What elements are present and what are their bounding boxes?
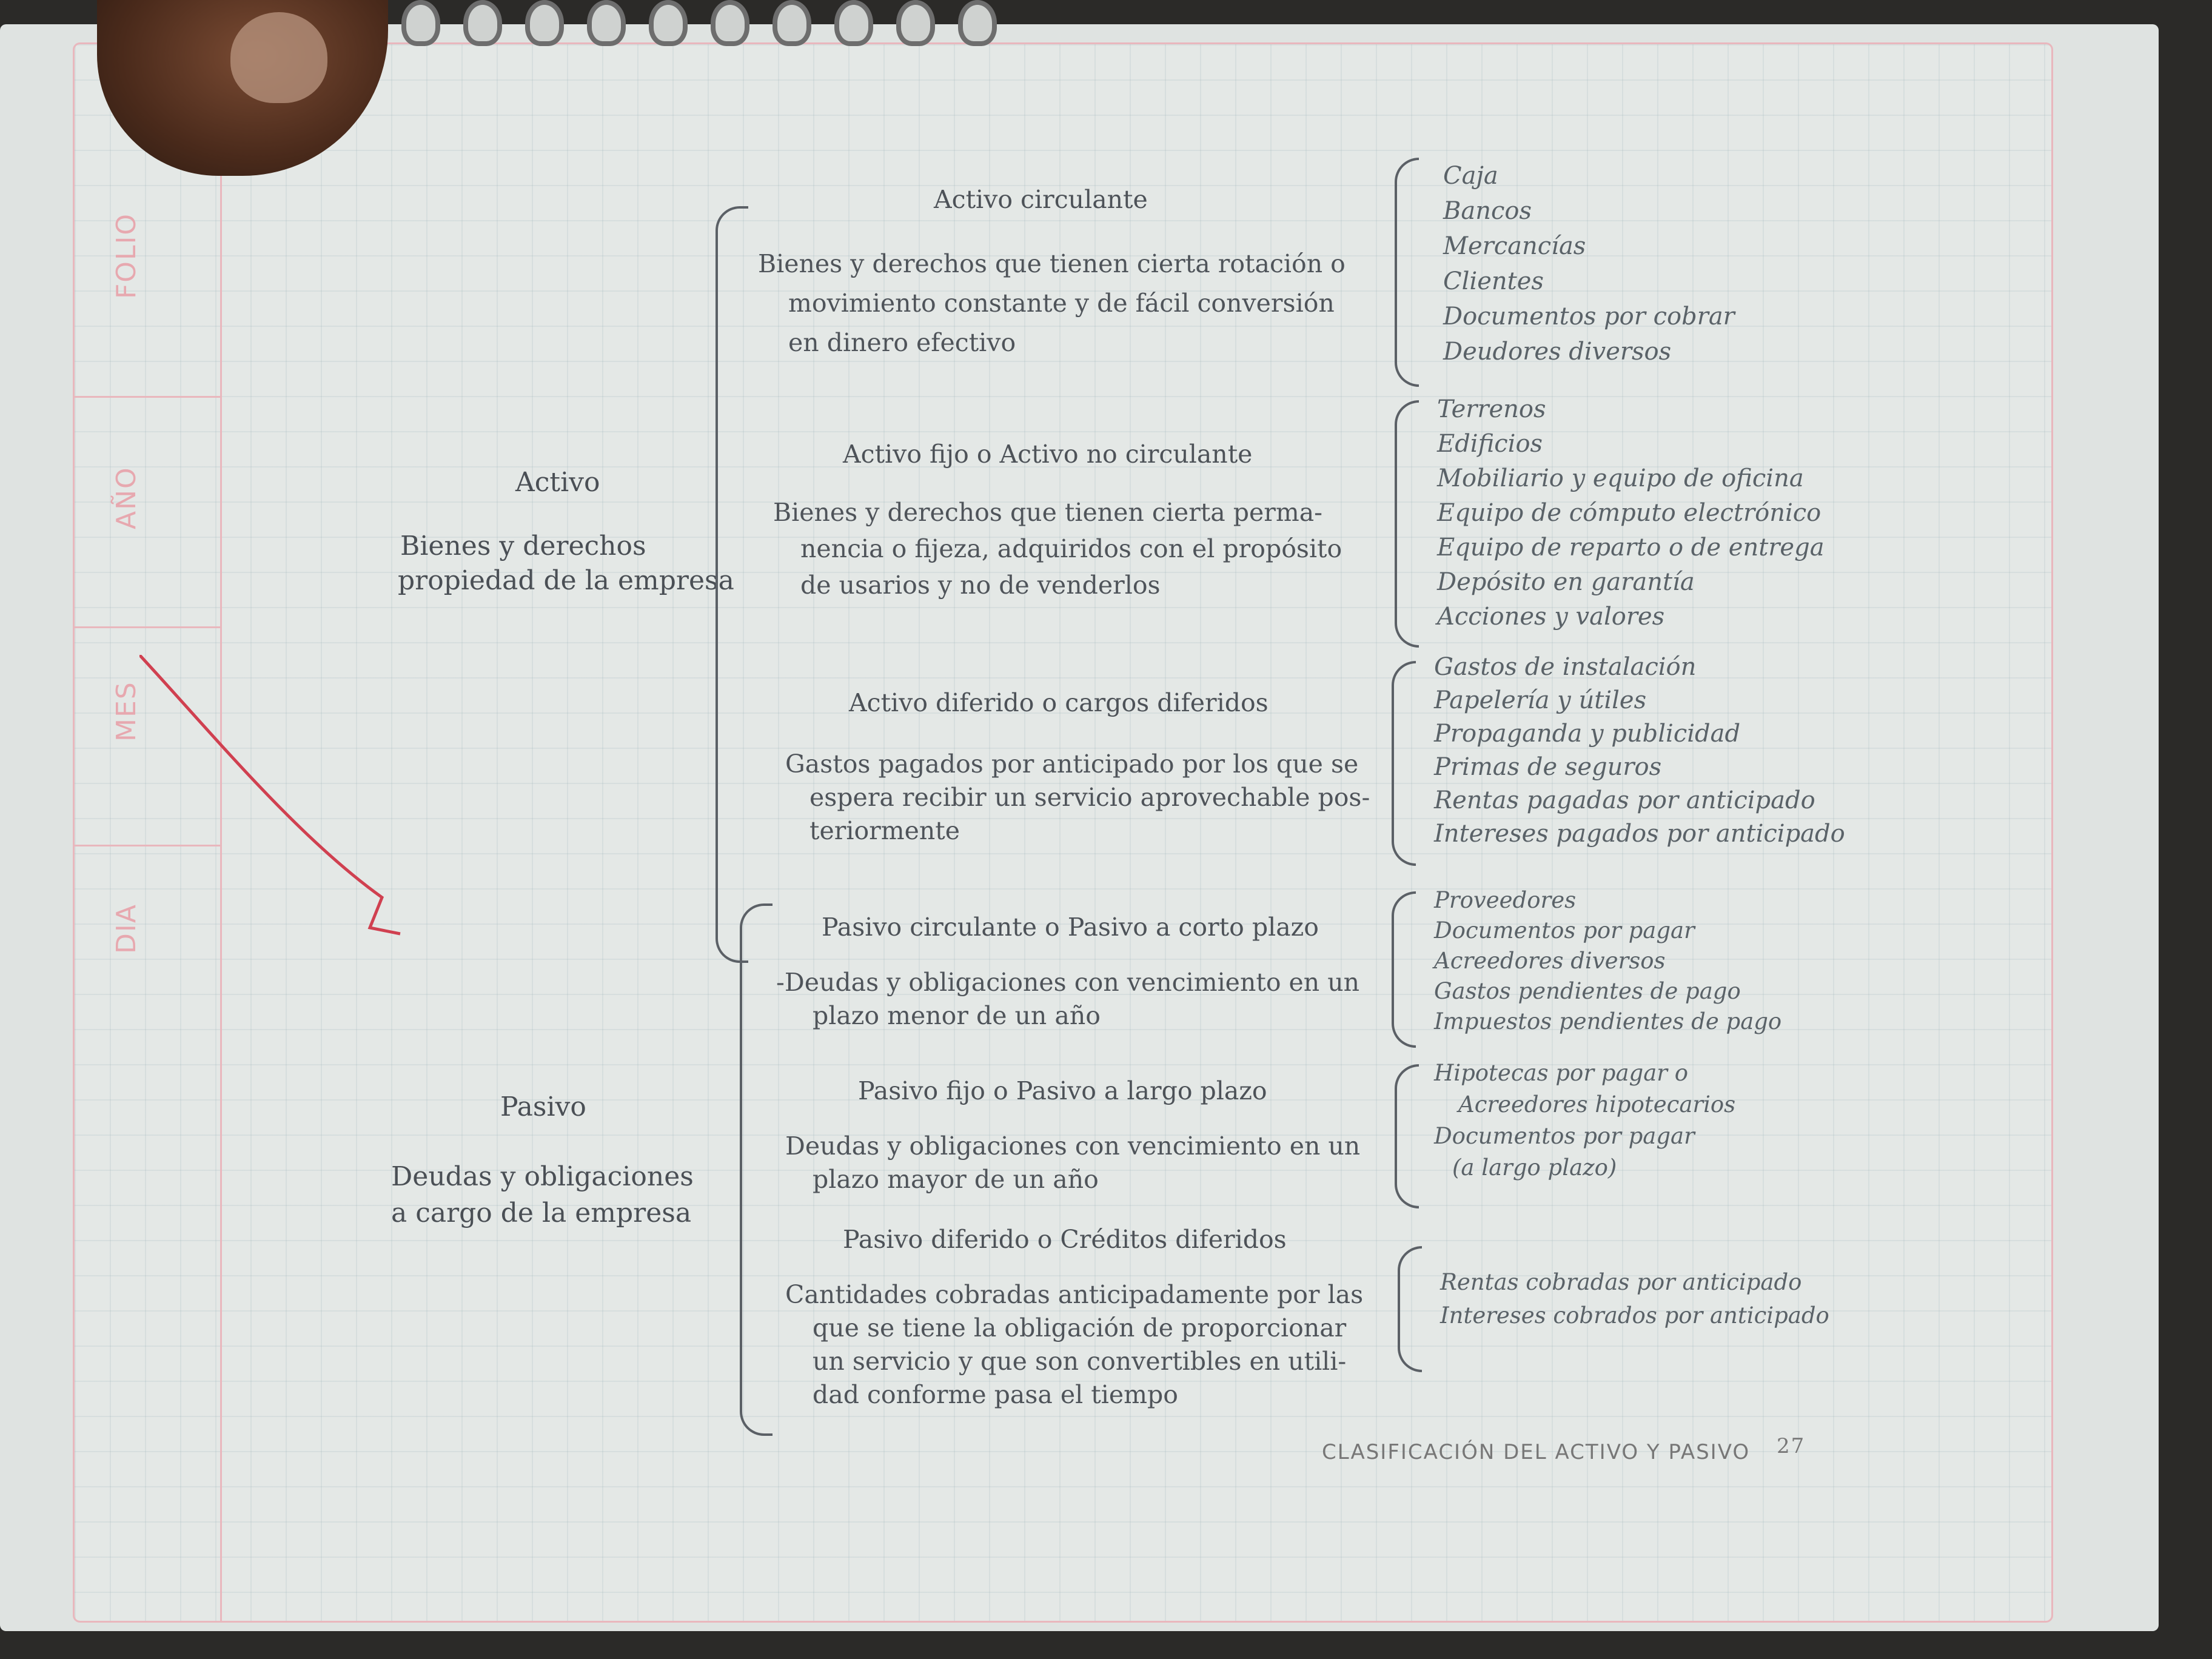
account-item: Papelería y útiles [1434, 686, 1647, 714]
section-desc-line: -Deudas y obligaciones con vencimiento en un [776, 968, 1360, 997]
section-desc-line: en dinero efectivo [788, 328, 1016, 357]
account-item: Deudores diversos [1443, 338, 1672, 366]
account-item: Terrenos [1437, 395, 1546, 423]
pasivo-desc-1: Deudas y obligaciones [391, 1161, 694, 1192]
account-item: Mobiliario y equipo de oficina [1437, 464, 1804, 492]
account-item: Acreedores hipotecarios [1458, 1091, 1736, 1118]
section-desc-line: nencia o fijeza, adquiridos con el propósito [800, 534, 1342, 563]
accounts-brace [1395, 158, 1419, 387]
pasivo-desc-2: a cargo de la empresa [391, 1198, 692, 1228]
footer-section-title: CLASIFICACIÓN DEL ACTIVO Y PASIVO [1322, 1440, 1751, 1464]
accounts-brace [1392, 661, 1416, 866]
section-title: Pasivo fijo o Pasivo a largo plazo [858, 1076, 1267, 1105]
section-desc-line: de usarios y no de venderlos [800, 571, 1161, 600]
accounts-brace [1398, 1246, 1422, 1372]
section-title: Activo circulante [934, 185, 1148, 214]
margin-divider [75, 396, 220, 398]
fingernail [230, 12, 327, 103]
account-item: Acreedores diversos [1434, 948, 1666, 974]
pasivo-brace [740, 903, 773, 1436]
account-item: Gastos de instalación [1434, 653, 1697, 681]
dia-label: DIA [111, 903, 142, 954]
account-item: Clientes [1443, 267, 1544, 295]
spiral-ring [834, 0, 873, 46]
account-item: Rentas pagadas por anticipado [1434, 786, 1815, 814]
classification-page [364, 109, 2049, 1504]
spiral-ring [463, 0, 502, 46]
spiral-ring [711, 0, 749, 46]
account-item: Propaganda y publicidad [1434, 720, 1741, 748]
account-item: Gastos pendientes de pago [1434, 978, 1741, 1004]
account-item: Rentas cobradas por anticipado [1440, 1269, 1802, 1295]
margin-divider [75, 626, 220, 628]
account-item: Depósito en garantía [1437, 568, 1695, 596]
account-item: Intereses cobrados por anticipado [1440, 1302, 1829, 1329]
account-item: Impuestos pendientes de pago [1434, 1008, 1782, 1034]
section-desc-line: dad conforme pasa el tiempo [813, 1380, 1178, 1409]
account-item: Documentos por pagar [1434, 1123, 1695, 1149]
account-item: Mercancías [1443, 232, 1586, 260]
account-item: Primas de seguros [1434, 753, 1662, 781]
spiral-ring [773, 0, 811, 46]
section-desc-line: espera recibir un servicio aprovechable pos- [809, 783, 1370, 812]
page-number: 27 [1777, 1434, 1806, 1458]
account-item: Hipotecas por pagar o [1434, 1060, 1688, 1086]
activo-title: Activo [515, 467, 600, 498]
spiral-binding [340, 0, 997, 42]
account-item: Bancos [1443, 197, 1532, 225]
section-title: Pasivo circulante o Pasivo a corto plazo [822, 913, 1319, 942]
account-item: Intereses pagados por anticipado [1434, 820, 1845, 848]
accounts-brace [1392, 891, 1416, 1048]
section-desc-line: Cantidades cobradas anticipadamente por las [785, 1280, 1364, 1309]
account-item: Caja [1443, 162, 1498, 190]
account-item: Equipo de reparto o de entrega [1437, 534, 1825, 561]
account-item: Documentos por pagar [1434, 917, 1695, 943]
mes-label: MES [111, 681, 142, 742]
section-desc-line: Gastos pagados por anticipado por los que se [785, 749, 1359, 779]
activo-desc-1: Bienes y derechos [400, 531, 646, 561]
section-desc-line: que se tiene la obligación de proporcionar [813, 1313, 1347, 1342]
spiral-ring [896, 0, 935, 46]
section-desc-line: plazo menor de un año [813, 1001, 1101, 1030]
section-title: Pasivo diferido o Créditos diferidos [843, 1225, 1287, 1254]
account-item: (a largo plazo) [1452, 1155, 1617, 1181]
spiral-ring [525, 0, 564, 46]
accounts-brace [1395, 400, 1419, 648]
pasivo-title: Pasivo [500, 1091, 586, 1122]
ano-label: AÑO [111, 466, 142, 529]
section-title: Activo fijo o Activo no circulante [843, 440, 1253, 469]
activo-desc-2: propiedad de la empresa [398, 565, 734, 596]
section-title: Activo diferido o cargos diferidos [849, 688, 1269, 717]
spiral-ring [958, 0, 997, 46]
section-desc-line: movimiento constante y de fácil conversión [788, 289, 1335, 318]
section-desc-line: Bienes y derechos que tienen cierta rotación o [758, 249, 1346, 278]
spiral-ring [649, 0, 688, 46]
accounts-brace [1395, 1064, 1419, 1208]
section-desc-line: teriormente [809, 816, 960, 845]
section-desc-line: un servicio y que son convertibles en utili- [813, 1347, 1347, 1376]
account-item: Proveedores [1434, 887, 1577, 913]
activo-brace [716, 206, 748, 963]
section-desc-line: plazo mayor de un año [813, 1165, 1099, 1194]
spiral-ring [401, 0, 440, 46]
section-desc-line: Bienes y derechos que tienen cierta perma- [773, 498, 1323, 527]
spiral-ring [587, 0, 626, 46]
section-desc-line: Deudas y obligaciones con vencimiento en un [785, 1131, 1361, 1161]
account-item: Edificios [1437, 430, 1543, 458]
account-item: Equipo de cómputo electrónico [1437, 499, 1822, 527]
folio-label: FOLIO [111, 212, 142, 299]
account-item: Acciones y valores [1437, 603, 1665, 631]
account-item: Documentos por cobrar [1443, 303, 1735, 330]
